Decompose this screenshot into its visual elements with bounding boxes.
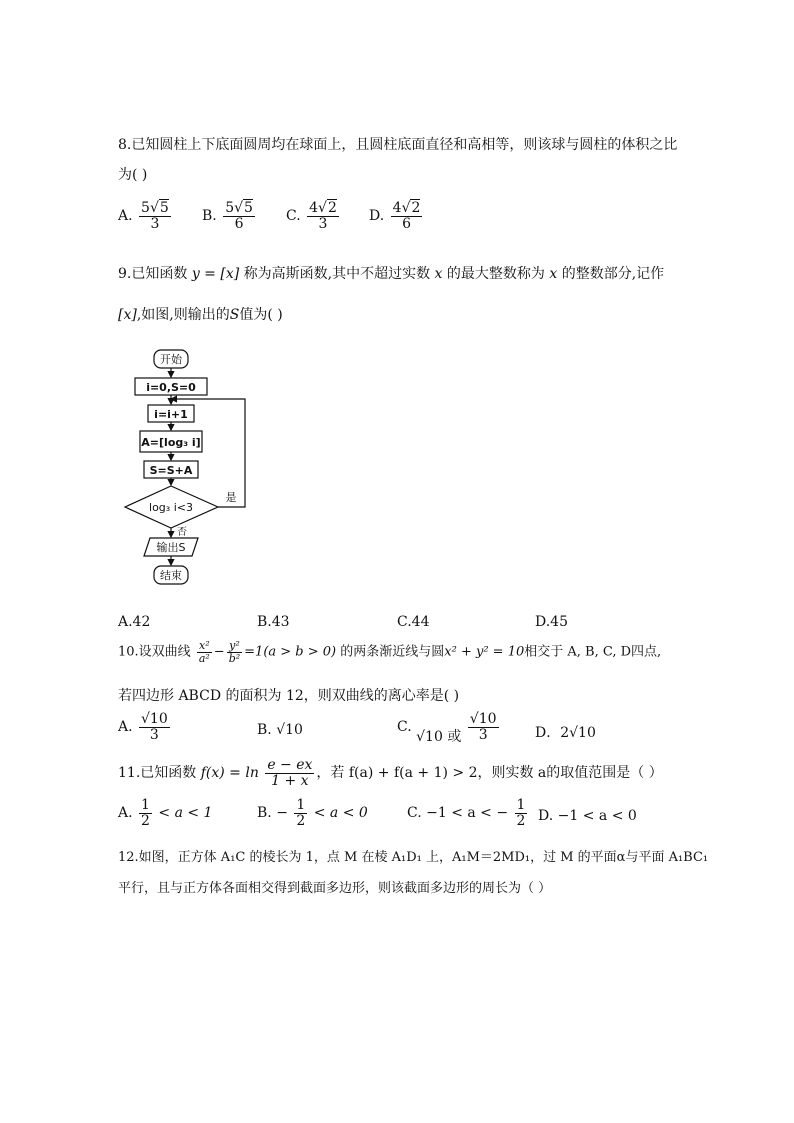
fraction: $\frac{√10}{3}$ (469, 711, 497, 743)
gauss-function: y = [x] (191, 266, 240, 282)
q8-line1 (118, 134, 677, 154)
fraction: $\frac{e - ex}{1 + x}$ (267, 757, 313, 789)
fraction: $\frac{\text{x²}}{\text{a²}}$ (198, 639, 210, 665)
q11-option-d[interactable]: D. −1 < a < 0 (538, 808, 637, 824)
fraction: $\frac{1}{2}$ (141, 797, 150, 829)
flow-yes: 是 (225, 491, 237, 504)
flow-cond: log₃ i<3 (149, 501, 193, 514)
q10-line1: 10.设双曲线 $\frac{\text{x²}}{\text{a²}}$ − $\frac{\text{y²}}{\text{b²}}$ =1(a > b > 0) 的两条渐近线与圆x² + y² = 10相交于 A, B, C, D四点, (118, 639, 662, 665)
q11-option-c[interactable]: C. −1 < a < − $\frac{1}{2}$ (407, 797, 526, 829)
option-label: B. (202, 208, 217, 225)
q11-option-b[interactable]: B. − $\frac{1}{2}$ < a < 0 (257, 797, 368, 829)
q9-option-b[interactable]: B.43 (257, 614, 290, 630)
flow-end: 结束 (160, 569, 182, 582)
q8-line2 (118, 164, 147, 184)
q9-line1: 9.已知函数 y = [x] 称为高斯函数,其中不超过实数 x 的最大整数称为 x 的整数部分,记作 (118, 266, 665, 282)
fraction: $\frac{4√2}{3}$ (309, 200, 337, 232)
option-label: C. (286, 208, 301, 225)
flow-init: i=0,S=0 (146, 381, 196, 394)
q10-line2: 若四边形 ABCD 的面积为 12，则双曲线的离心率是( ) (118, 688, 460, 704)
q11-option-a[interactable]: A. $\frac{1}{2}$ < a < 1 (118, 797, 213, 829)
q12-line1: 12.如图，正方体 A₁C 的棱长为 1，点 M 在棱 A₁D₁ 上，A₁M＝2MD₁，过 M 的平面α与平面 A₁BC₁ (118, 850, 709, 865)
q9-option-d[interactable]: D.45 (535, 614, 568, 630)
flow-inc: i=i+1 (154, 408, 188, 421)
fraction: $\frac{5√5}{3}$ (141, 200, 169, 232)
flow-assign: A=[log₃ i] (141, 436, 201, 449)
flowchart (120, 344, 255, 589)
q8-option-a[interactable] (118, 201, 173, 231)
q8-text-2: 为( ) (118, 167, 148, 183)
option-label: D. (369, 208, 385, 225)
q10-option-d[interactable]: D．2√10 (535, 725, 596, 741)
fraction: $\frac{1}{2}$ (296, 797, 306, 829)
q10-option-c[interactable]: C. √10 或 $\frac{√10}{3}$ (397, 711, 497, 746)
q8-option-b[interactable] (202, 201, 257, 231)
q8-text: 8.已知圆柱上下底面圆周均在球面上，且圆柱底面直径和高相等，则该球与圆柱的体积之比 (118, 137, 678, 153)
q9-option-c[interactable]: C.44 (397, 614, 430, 630)
q9-line2: [x],如图,则输出的S值为( ) (118, 307, 283, 323)
q11-line: 11.已知函数 f(x) = ln $\frac{e - ex}{1 + x}$ ，若 f(a) + f(a + 1) > 2，则实数 a的取值范围是（ ） (118, 757, 663, 789)
fraction: $\frac{1}{2}$ (516, 797, 526, 829)
q9-option-a[interactable]: A.42 (118, 614, 151, 630)
flow-no: 否 (177, 527, 187, 538)
fraction: $\frac{5√5}{6}$ (225, 200, 253, 232)
q8-option-d[interactable] (369, 201, 424, 231)
q10-option-b[interactable]: B. √10 (257, 722, 303, 738)
fraction: $\frac{\text{y²}}{\text{b²}}$ (228, 639, 241, 665)
fraction: $\frac{√10}{3}$ (141, 711, 168, 743)
flow-start: 开始 (160, 353, 182, 366)
flow-accum: S=S+A (149, 464, 193, 477)
q10-option-a[interactable]: A. $\frac{√10}{3}$ (118, 711, 168, 743)
q8-option-c[interactable] (286, 201, 341, 231)
option-label: A. (118, 208, 133, 225)
q12-line2: 平行，且与正方体各面相交得到截面多边形，则该截面多边形的周长为（ ） (118, 881, 552, 896)
fraction: $\frac{4√2}{6}$ (392, 200, 421, 232)
flow-output: 输出S (156, 541, 186, 554)
